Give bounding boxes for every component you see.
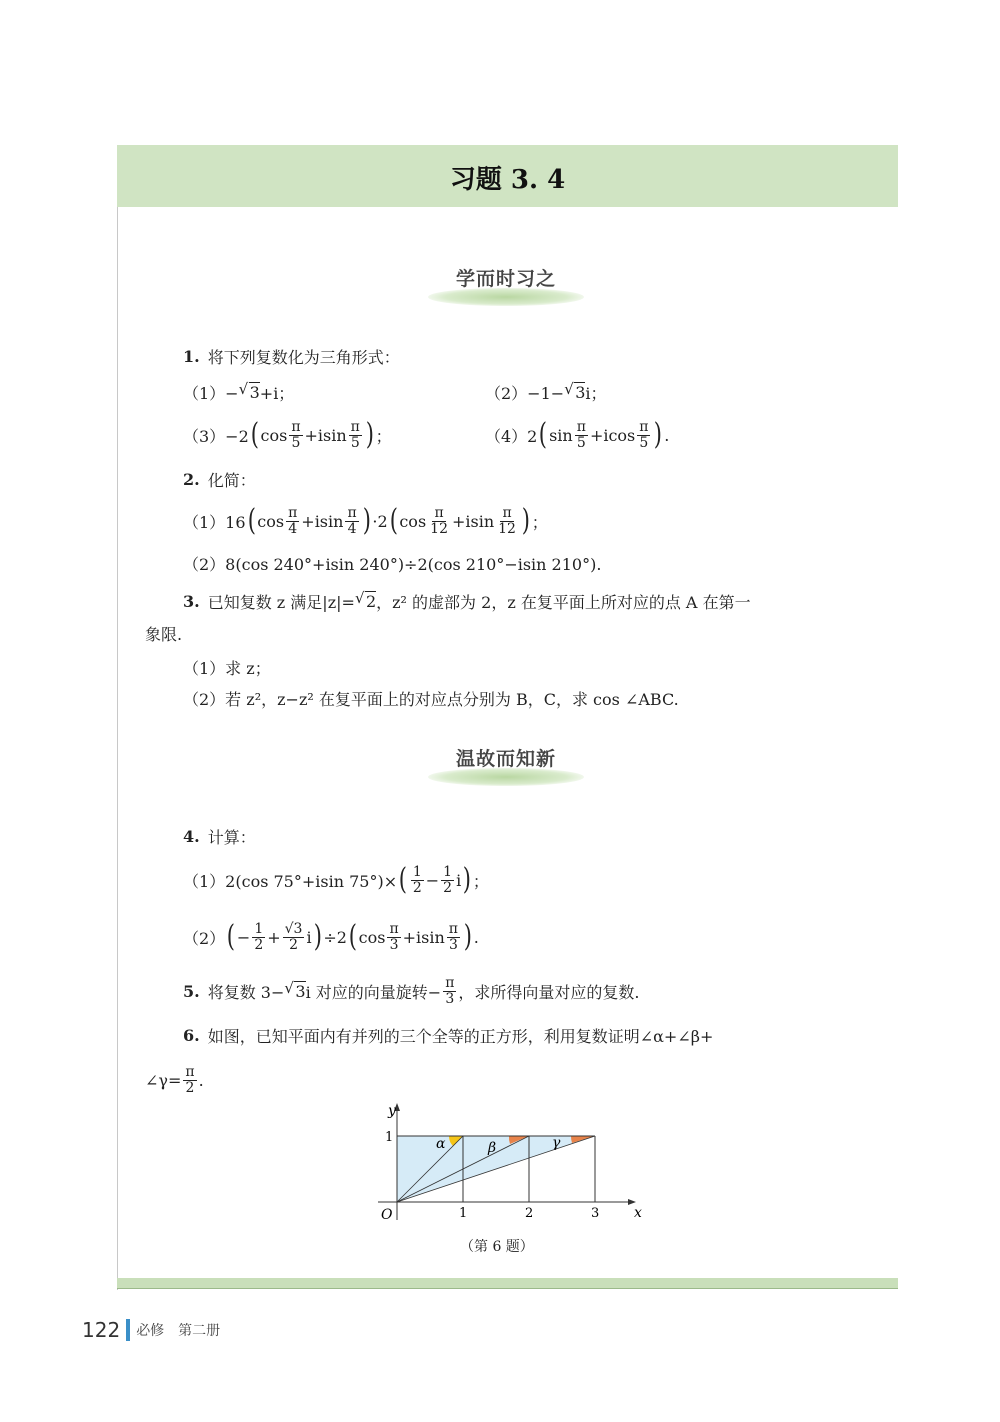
sqrt <box>573 383 585 402</box>
fraction <box>252 922 265 953</box>
denominator: 2 <box>185 1079 195 1096</box>
text: sin <box>549 425 573 445</box>
x-tick-3: 3 <box>591 1206 600 1221</box>
text: +isin <box>301 511 344 531</box>
exercise-line <box>183 919 479 955</box>
text: cos <box>399 511 427 531</box>
x-label: x <box>634 1205 642 1221</box>
exercise-line <box>485 417 669 453</box>
big-paren: ) <box>521 503 530 538</box>
text: . <box>664 425 670 445</box>
text: （1）求 z； <box>183 658 271 678</box>
denominator: 5 <box>639 434 649 451</box>
x-tick-1: 1 <box>459 1206 468 1221</box>
numerator: π <box>445 974 455 991</box>
fraction <box>387 922 400 953</box>
exercise-line <box>183 583 751 619</box>
big-paren: ( <box>226 919 236 954</box>
section-badge-2 <box>428 742 584 786</box>
left-border <box>117 145 118 1290</box>
text: +i； <box>259 383 295 403</box>
fraction <box>286 506 299 537</box>
fraction <box>428 506 450 537</box>
fraction <box>183 1065 196 1096</box>
text: − <box>425 870 440 890</box>
denominator: 5 <box>576 434 586 451</box>
bottom-bar <box>117 1278 898 1288</box>
text: （1）16 <box>183 512 246 532</box>
origin-label: O <box>381 1207 393 1223</box>
x-tick-2: 2 <box>525 1206 534 1221</box>
numerator: 1 <box>443 863 453 880</box>
text: . <box>473 927 479 947</box>
text: +icos <box>589 425 636 445</box>
fraction <box>637 420 650 451</box>
text: +isin <box>304 425 347 445</box>
fraction <box>443 976 456 1007</box>
text: cos <box>257 511 285 531</box>
text: cos <box>260 425 288 445</box>
big-paren: ( <box>250 417 259 452</box>
exercise-line <box>183 1017 713 1053</box>
big-paren: ) <box>654 417 663 452</box>
denominator: 3 <box>389 936 399 953</box>
text: 将复数 3− <box>207 982 285 1002</box>
beta-label: β <box>488 1140 497 1156</box>
exercise-line <box>485 374 607 410</box>
fraction <box>283 922 305 953</box>
text: ÷2 <box>323 927 347 947</box>
text: 象限. <box>145 624 183 644</box>
numerator: π <box>448 920 458 937</box>
figure-caption: （第 6 题） <box>460 1239 534 1255</box>
text: ，求所得向量对应的复数. <box>458 982 640 1002</box>
text: ·2 <box>372 511 388 531</box>
exercise-title: 习题 3. 4 <box>449 165 566 195</box>
numerator: π <box>639 418 649 435</box>
numerator: π <box>434 504 444 521</box>
section-label: 温故而知新 <box>455 748 556 770</box>
denominator: 2 <box>443 879 453 896</box>
exercise-line <box>183 374 294 410</box>
text: cos <box>358 927 386 947</box>
text: （2）8(cos 240°+isin 240°)÷2(cos 210°−isin 210°). <box>183 554 602 574</box>
exercise-line <box>145 1062 204 1098</box>
fraction <box>349 420 362 451</box>
numerator: π <box>291 418 301 435</box>
fraction <box>496 506 518 537</box>
numerator: 1 <box>254 920 264 937</box>
problem-number: 6. <box>183 1025 200 1045</box>
fraction <box>441 865 454 896</box>
big-paren: ( <box>348 919 357 954</box>
problem-number: 5. <box>183 981 200 1001</box>
fraction <box>289 420 302 451</box>
big-paren: ) <box>362 503 371 538</box>
text: +isin <box>451 511 495 531</box>
bottom-line <box>117 1288 898 1289</box>
text: ； <box>531 512 548 532</box>
text: 化简： <box>207 470 256 490</box>
alpha-label: α <box>436 1136 446 1152</box>
denominator: 2 <box>254 936 264 953</box>
exercise-line <box>183 338 400 374</box>
text: 已知复数 z 满足|z|= <box>207 592 355 612</box>
text: i <box>456 870 462 890</box>
text: （1）2(cos 75°+isin 75°)× <box>183 871 398 891</box>
problem-number: 3. <box>183 591 200 611</box>
fraction <box>575 420 588 451</box>
numerator: π <box>185 1063 195 1080</box>
sqrt-radicand: √ 3 <box>574 382 585 402</box>
numerator: π <box>389 920 399 937</box>
sqrt <box>293 982 305 1001</box>
text: （2） <box>183 928 226 948</box>
numerator: π <box>576 418 586 435</box>
page-number: 122 <box>82 1318 121 1342</box>
fraction <box>447 922 460 953</box>
numerator: √3 <box>284 920 303 937</box>
text: （2）若 z²，z−z² 在复平面上的对应点分别为 B，C，求 cos ∠ABC. <box>183 689 679 709</box>
exercise-line <box>183 862 489 898</box>
text: i； <box>585 383 607 403</box>
text: ； <box>472 871 489 891</box>
section-badge-1 <box>428 262 584 306</box>
footer-divider <box>126 1319 130 1341</box>
sqrt-radicand: √ 3 <box>249 382 260 402</box>
denominator: 5 <box>291 434 301 451</box>
numerator: 1 <box>412 863 422 880</box>
big-paren: ( <box>389 503 398 538</box>
text: 如图，已知平面内有并列的三个全等的正方形，利用复数证明∠α+∠β+ <box>207 1026 714 1046</box>
sqrt <box>364 592 376 611</box>
fraction <box>411 865 424 896</box>
exercise-line <box>183 503 548 539</box>
section-label: 学而时习之 <box>455 268 556 290</box>
sqrt-radicand: √ 2 <box>365 591 376 611</box>
text: i <box>306 927 312 947</box>
big-paren: ) <box>462 862 472 897</box>
page-footer <box>82 1318 220 1342</box>
text: 将下列复数化为三角形式： <box>207 347 400 367</box>
denominator: 3 <box>448 936 458 953</box>
exercise-line <box>183 417 392 453</box>
denominator: 12 <box>430 520 448 537</box>
denominator: 12 <box>498 520 516 537</box>
problem-number: 1. <box>183 346 200 366</box>
exercise-line <box>183 461 256 497</box>
denominator: 3 <box>445 990 455 1007</box>
denominator: 4 <box>288 520 298 537</box>
big-paren: ( <box>247 503 256 538</box>
text: （1）− <box>183 383 239 403</box>
text: （3）−2 <box>183 426 249 446</box>
figure-squares <box>370 1095 650 1230</box>
y-tick-1: 1 <box>385 1130 394 1145</box>
text: ，z² 的虚部为 2，z 在复平面上所对应的点 A 在第一 <box>376 592 751 612</box>
text: +isin <box>402 927 445 947</box>
exercise-line <box>183 680 679 716</box>
numerator: π <box>350 418 360 435</box>
exercise-line <box>183 818 256 854</box>
numerator: π <box>502 504 512 521</box>
sqrt-radicand: √ 3 <box>294 981 305 1001</box>
text: （2）−1− <box>485 383 565 403</box>
text: . <box>198 1070 204 1090</box>
fraction <box>345 506 358 537</box>
text: + <box>267 927 281 947</box>
denominator: 2 <box>289 936 299 953</box>
text: （4）2 <box>485 426 538 446</box>
numerator: π <box>347 504 357 521</box>
text: ； <box>375 426 392 446</box>
denominator: 4 <box>347 520 357 537</box>
text: i 对应的向量旋转− <box>305 982 442 1002</box>
y-label: y <box>388 1103 396 1119</box>
problem-number: 2. <box>183 469 200 489</box>
text: 计算： <box>207 827 256 847</box>
denominator: 5 <box>350 434 360 451</box>
big-paren: ) <box>365 417 374 452</box>
numerator: π <box>288 504 298 521</box>
exercise-line <box>183 973 640 1009</box>
big-paren: ( <box>539 417 548 452</box>
exercise-line <box>183 545 601 581</box>
title-band <box>117 145 898 207</box>
big-paren: ) <box>463 919 472 954</box>
gamma-label: γ <box>552 1135 561 1151</box>
text: ∠γ= <box>145 1070 182 1090</box>
exercise-line <box>145 615 182 651</box>
sqrt <box>248 383 260 402</box>
big-paren: ) <box>313 919 322 954</box>
big-paren: ( <box>398 862 408 897</box>
denominator: 2 <box>412 879 422 896</box>
text: − <box>236 927 251 947</box>
problem-number: 4. <box>183 826 200 846</box>
book-title: 必修 第二册 <box>136 1323 221 1339</box>
